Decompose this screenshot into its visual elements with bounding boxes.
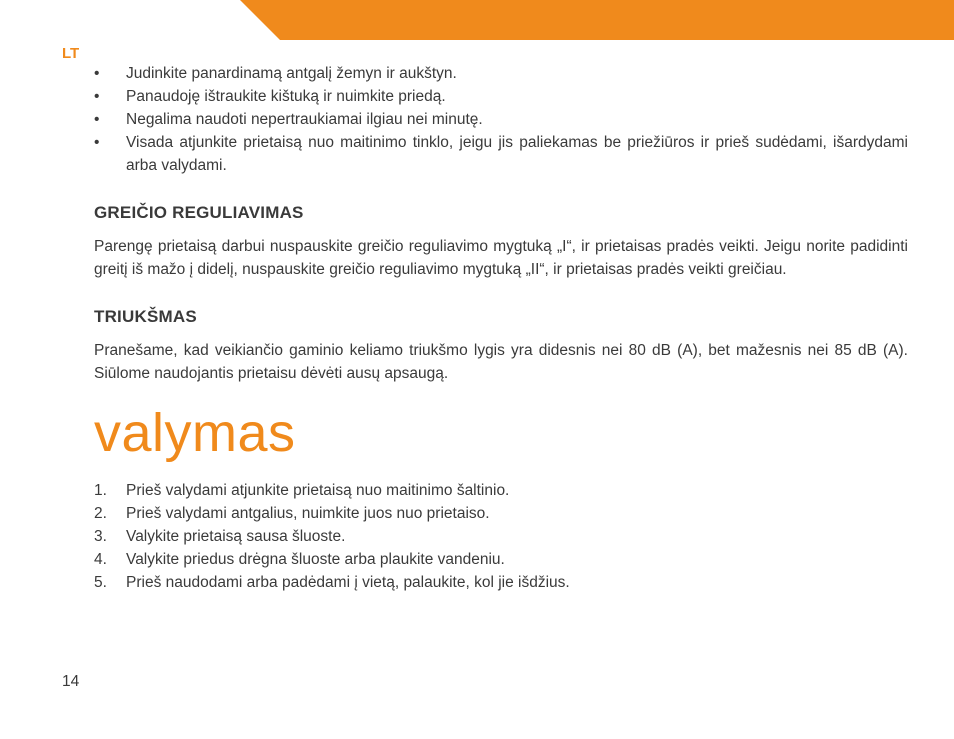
list-item: [94, 108, 908, 131]
cleaning-title: valymas: [94, 403, 296, 463]
step-number: 4.: [94, 551, 107, 568]
bullet-icon: •: [94, 111, 100, 128]
list-item-text: Visada atjunkite prietaisą nuo maitinimo tinklo, jeigu jis paliekamas be priežiūros ir prieš sudėdami, išardydami arba valydami.: [126, 134, 908, 174]
page-content: [94, 62, 908, 594]
instruction-bullets: [94, 62, 908, 177]
section-text-noise: Pranešame, kad veikiančio gaminio keliamo triukšmo lygis yra didesnis nei 80 dB (A), bet mažesnis nei 85 dB (A). Siūlome naudojantis prietaisu dėvėti ausų apsaugą.: [94, 342, 908, 382]
step-number: 3.: [94, 528, 107, 545]
list-item: [94, 479, 908, 502]
step-number: 5.: [94, 574, 107, 591]
step-number: 1.: [94, 482, 107, 499]
step-number: 2.: [94, 505, 107, 522]
step-text: Prieš valydami atjunkite prietaisą nuo maitinimo šaltinio.: [126, 482, 510, 499]
section-heading-noise: TRIUKŠMAS: [94, 307, 197, 326]
header-accent-band: [240, 0, 954, 40]
list-item: [94, 548, 908, 571]
cleaning-steps: [94, 479, 908, 594]
list-item: [94, 62, 908, 85]
page-number: 14: [62, 673, 80, 690]
step-text: Valykite prietaisą sausa šluoste.: [126, 528, 346, 545]
list-item: [94, 571, 908, 594]
bullet-icon: •: [94, 88, 100, 105]
bullet-icon: •: [94, 65, 100, 82]
list-item: [94, 85, 908, 108]
list-item-text: Judinkite panardinamą antgalį žemyn ir aukštyn.: [126, 65, 457, 82]
step-text: Prieš naudodami arba padėdami į vietą, palaukite, kol jie išdžius.: [126, 574, 570, 591]
list-item: [94, 131, 908, 177]
step-text: Prieš valydami antgalius, nuimkite juos nuo prietaiso.: [126, 505, 490, 522]
bullet-icon: •: [94, 134, 100, 151]
section-text-speed: Parengę prietaisą darbui nuspauskite greičio reguliavimo mygtuką „I“, ir prietaisas pradės veikti. Jeigu norite padidinti greitį iš mažo į didelį, nuspauskite greičio reguliavimo mygtuką „II“, ir prietaisas pradės veikti greičiau.: [94, 238, 908, 278]
list-item-text: Panaudoję ištraukite kištuką ir nuimkite priedą.: [126, 88, 446, 105]
step-text: Valykite priedus drėgna šluoste arba plaukite vandeniu.: [126, 551, 505, 568]
list-item: [94, 525, 908, 548]
list-item: [94, 502, 908, 525]
language-tag: LT: [62, 45, 80, 62]
section-heading-speed: GREIČIO REGULIAVIMAS: [94, 203, 304, 222]
list-item-text: Negalima naudoti nepertraukiamai ilgiau nei minutę.: [126, 111, 483, 128]
